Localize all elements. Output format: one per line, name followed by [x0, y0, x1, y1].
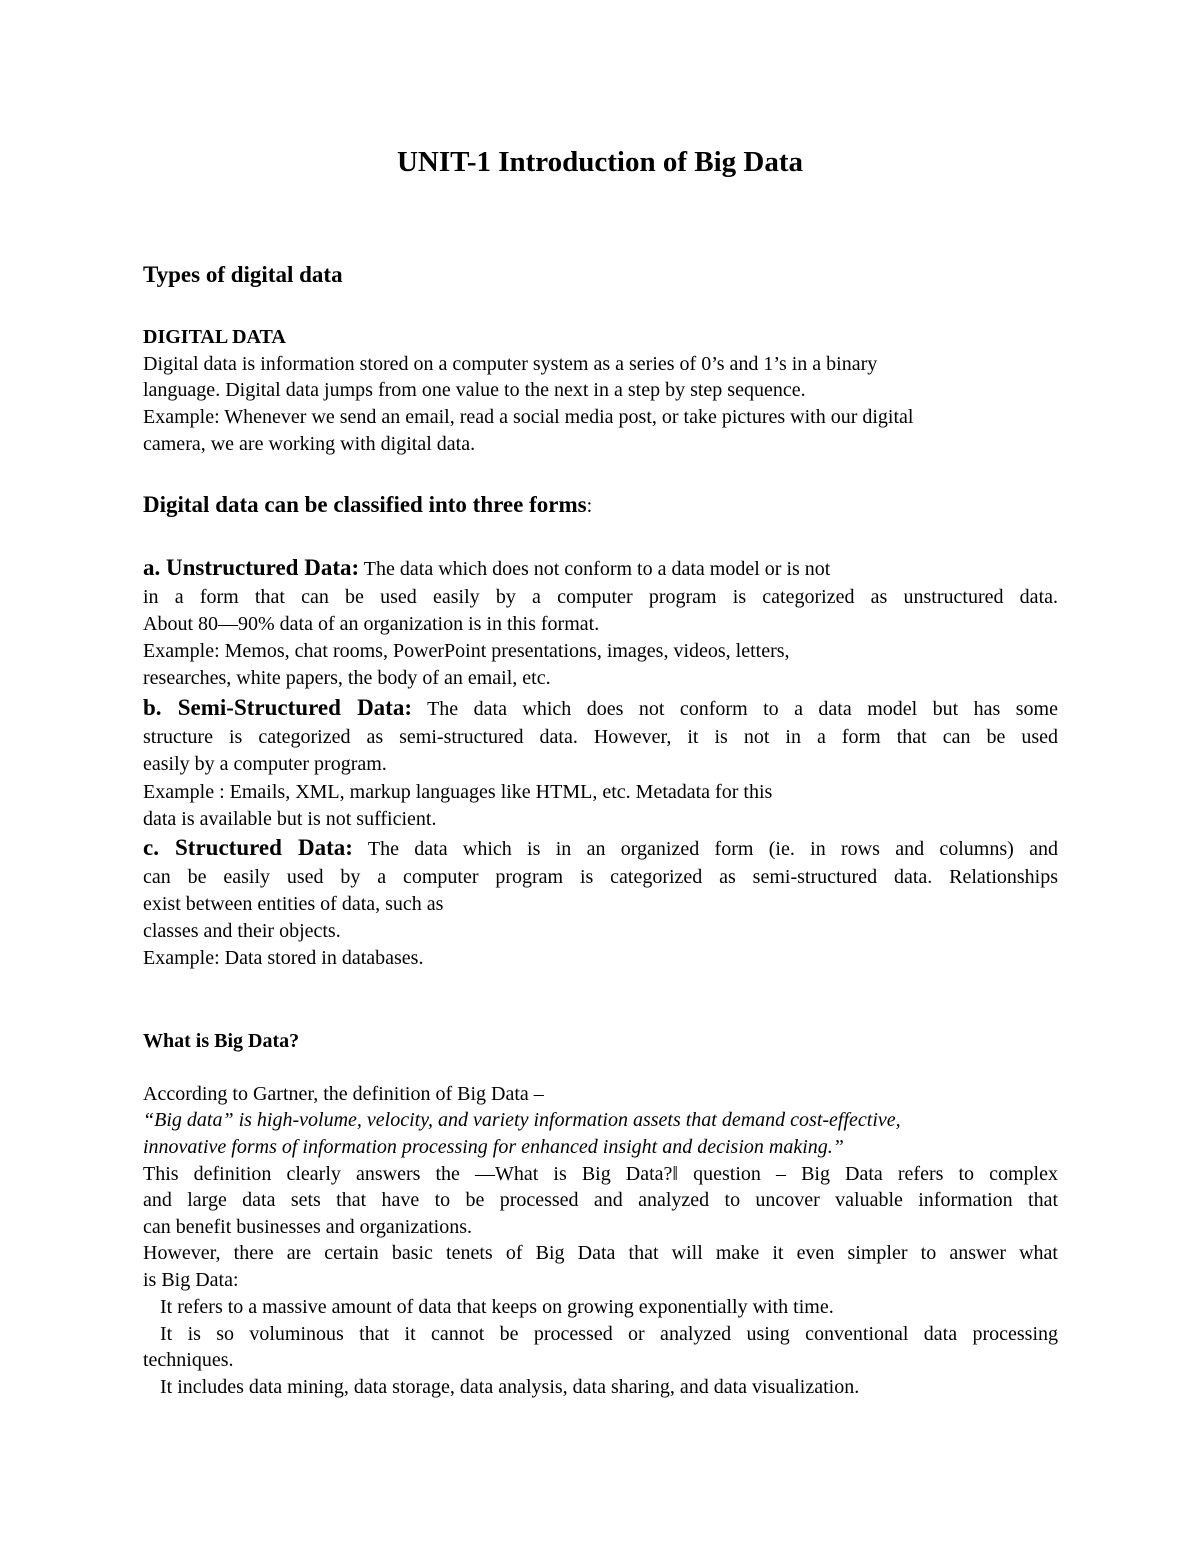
- paragraph-line: Example: Memos, chat rooms, PowerPoint presentations, images, videos, letters,: [143, 640, 790, 662]
- forms-heading-colon: :: [586, 495, 593, 517]
- paragraph-line: structure is categorized as semi-structured data. However, it is not in a form that can be used: [143, 726, 1058, 748]
- paragraph-line: researches, white papers, the body of an email, etc.: [143, 667, 551, 689]
- paragraph-line: is Big Data:: [143, 1269, 239, 1291]
- structured-lead: c. Structured Data:: [143, 835, 353, 860]
- unstructured-first-line: [143, 555, 830, 582]
- paragraph-line: can be easily used by a computer program is categorized as semi-structured data. Relationships: [143, 866, 1058, 888]
- structured-first-line: [143, 835, 1058, 862]
- paragraph-line: Example : Emails, XML, markup languages like HTML, etc. Metadata for this: [143, 781, 773, 803]
- paragraph-line: can benefit businesses and organizations.: [143, 1216, 472, 1238]
- tenet-item-wrap: techniques.: [143, 1349, 234, 1371]
- semi-first-line: [143, 695, 1058, 722]
- unstructured-lead: a. Unstructured Data:: [143, 555, 360, 580]
- paragraph-line: in a form that can be used easily by a computer program is categorized as unstructured data.: [143, 586, 1058, 608]
- unstructured-text: The data which does not conform to a data model or is not: [359, 558, 831, 580]
- paragraph-line: Example: Data stored in databases.: [143, 947, 424, 969]
- tenet-item: It includes data mining, data storage, data analysis, data sharing, and data visualization.: [160, 1376, 860, 1398]
- paragraph-line: camera, we are working with digital data.: [143, 433, 476, 455]
- tenet-item: It refers to a massive amount of data that keeps on growing exponentially with time.: [160, 1296, 834, 1318]
- tenet-item: It is so voluminous that it cannot be processed or analyzed using conventional data processing: [160, 1323, 1058, 1345]
- paragraph-line: easily by a computer program.: [143, 753, 387, 775]
- paragraph-line: data is available but is not sufficient.: [143, 808, 437, 830]
- paragraph-line: Digital data is information stored on a computer system as a series of 0’s and 1’s in a binary: [143, 353, 878, 375]
- page-title: UNIT-1 Introduction of Big Data: [396, 146, 804, 178]
- semi-text: The data which does not conform to a data model but has some: [412, 698, 1058, 720]
- quote-line: innovative forms of information processing for enhanced insight and decision making.”: [143, 1136, 844, 1158]
- semi-lead: b. Semi-Structured Data:: [143, 695, 412, 720]
- digital-data-heading: DIGITAL DATA: [143, 326, 286, 348]
- structured-text: The data which is in an organized form (ie. in rows and columns) and: [352, 838, 1058, 860]
- paragraph-line: and large data sets that have to be processed and analyzed to uncover valuable information that: [143, 1189, 1058, 1211]
- paragraph-line: According to Gartner, the definition of Big Data –: [143, 1083, 544, 1105]
- paragraph-line: This definition clearly answers the ―What is Big Data?‖ question – Big Data refers to complex: [143, 1163, 1058, 1185]
- paragraph-line: However, there are certain basic tenets of Big Data that will make it even simpler to answer what: [143, 1242, 1058, 1264]
- paragraph-line: Example: Whenever we send an email, read a social media post, or take pictures with our digital: [143, 406, 914, 428]
- paragraph-line: language. Digital data jumps from one value to the next in a step by step sequence.: [143, 379, 806, 401]
- paragraph-line: exist between entities of data, such as: [143, 893, 444, 915]
- paragraph-line: About 80—90% data of an organization is in this format.: [143, 613, 600, 635]
- forms-heading: Digital data can be classified into three forms: [143, 492, 587, 517]
- types-heading: Types of digital data: [143, 262, 343, 287]
- bigdata-heading: What is Big Data?: [143, 1030, 300, 1052]
- quote-line: “Big data” is high-volume, velocity, and variety information assets that demand cost-effective,: [143, 1109, 901, 1131]
- forms-heading-line: [143, 492, 592, 519]
- paragraph-line: classes and their objects.: [143, 920, 341, 942]
